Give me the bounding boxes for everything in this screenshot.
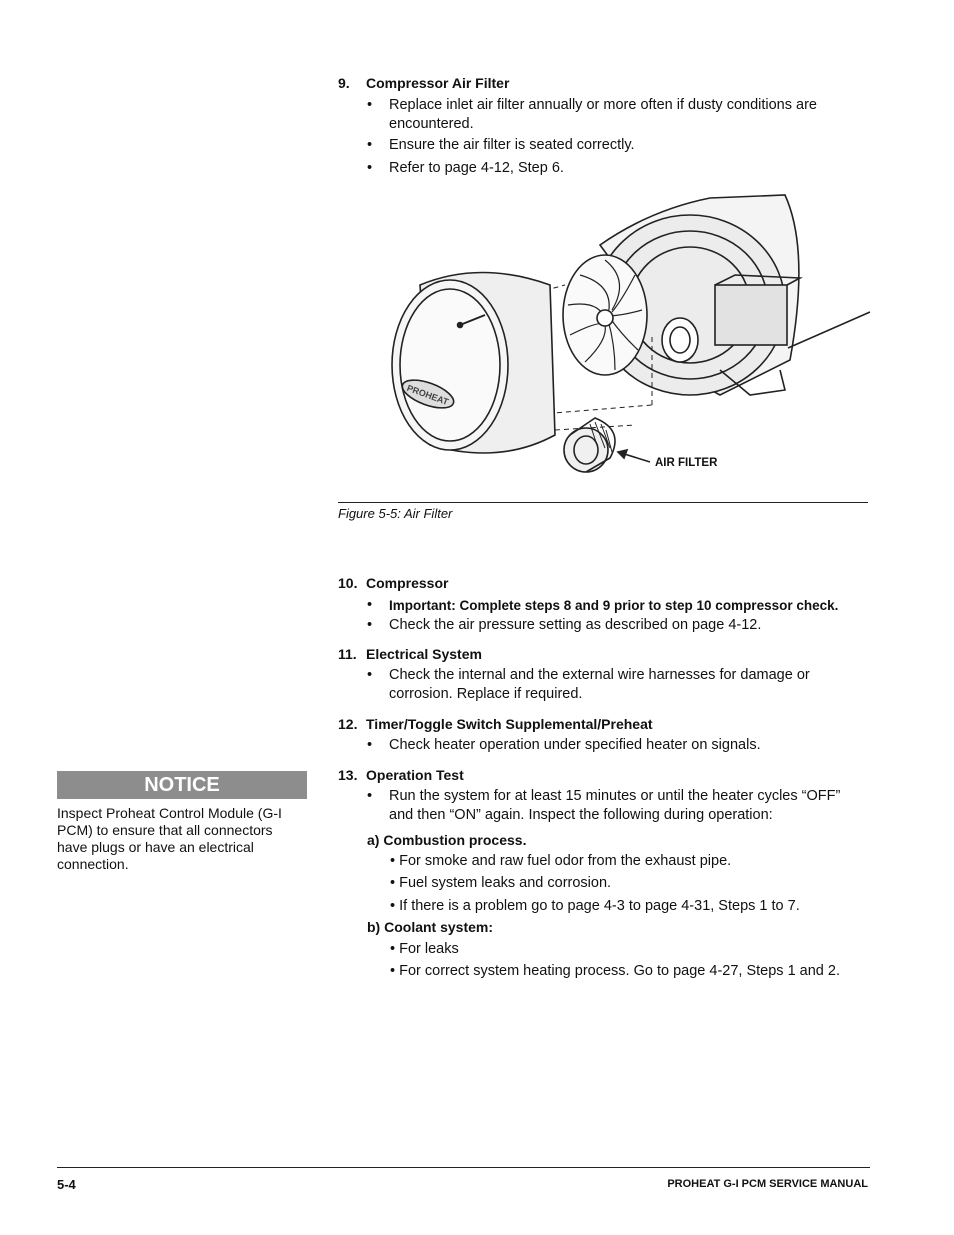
step-9-heading: [338, 75, 509, 91]
manual-title: PROHEAT G-I PCM SERVICE MANUAL: [667, 1178, 868, 1190]
figure-caption: Figure 5-5: Air Filter: [338, 506, 453, 521]
bullet-icon: •: [367, 617, 373, 633]
step-12-title: Timer/Toggle Switch Supplemental/Preheat: [366, 716, 653, 732]
bullet-icon: •: [367, 737, 373, 753]
notice-body: Inspect Proheat Control Module (G-I PCM) to ensure that all connectors have plugs or have an electrical connection.: [57, 805, 282, 872]
list-item: • Run the system for at least 15 minutes or until the heater cycles “OFF” and then “ON” again. Inspect the following during operation:: [367, 788, 841, 823]
step-10-title: Compressor: [366, 575, 449, 591]
step-13-number: 13.: [338, 767, 358, 783]
step-11-title: Electrical System: [366, 646, 482, 662]
list-item: • Check the internal and the external wire harnesses for damage or corrosion. Replace if required.: [367, 667, 810, 702]
step-12-number: 12.: [338, 716, 358, 732]
bullet-icon: •: [367, 137, 373, 153]
step-13-heading: [338, 767, 464, 783]
step-10-number: 10.: [338, 575, 358, 591]
list-item: • If there is a problem go to page 4-3 to page 4-31, Steps 1 to 7.: [390, 898, 800, 914]
step-10-heading: [338, 575, 448, 591]
list-item: • For leaks: [390, 941, 459, 957]
list-item: • For correct system heating process. Go to page 4-27, Steps 1 and 2.: [390, 963, 840, 979]
list-item: • Check the air pressure setting as described on page 4-12.: [367, 617, 762, 633]
notice-title: NOTICE: [57, 771, 307, 799]
footer-divider: [57, 1167, 870, 1168]
list-item: • Ensure the air filter is seated correctly.: [367, 137, 635, 153]
bullet-icon: •: [367, 97, 373, 113]
step-12-heading: [338, 716, 653, 732]
list-item: • Replace inlet air filter annually or more often if dusty conditions are encountered.: [367, 97, 817, 132]
coolant-heading: b) Coolant system:: [367, 919, 494, 935]
list-item: • For smoke and raw fuel odor from the exhaust pipe.: [390, 853, 732, 869]
figure-divider: [338, 502, 868, 503]
page-number: 5-4: [57, 1177, 76, 1192]
list-item: • Fuel system leaks and corrosion.: [390, 875, 612, 891]
step-11-number: 11.: [338, 646, 357, 662]
bullet-icon: •: [367, 667, 373, 683]
list-item: • Refer to page 4-12, Step 6.: [367, 160, 564, 176]
step-9-title: Compressor Air Filter: [366, 75, 510, 91]
proheat-logo: PROHEAT: [405, 382, 450, 408]
air-filter-callout: AIR FILTER: [655, 457, 718, 469]
step-11-heading: [338, 646, 482, 662]
list-item: • Important: Complete steps 8 and 9 prior to step 10 compressor check.: [367, 597, 839, 613]
air-filter-illustration: [390, 190, 875, 480]
step-9-number: 9.: [338, 75, 350, 91]
bullet-icon: •: [367, 160, 373, 176]
combustion-heading: a) Combustion process.: [367, 832, 527, 848]
list-item: • Check heater operation under specified heater on signals.: [367, 737, 761, 753]
step-13-title: Operation Test: [366, 767, 464, 783]
bullet-icon: •: [367, 788, 373, 804]
bullet-icon: •: [367, 597, 373, 613]
